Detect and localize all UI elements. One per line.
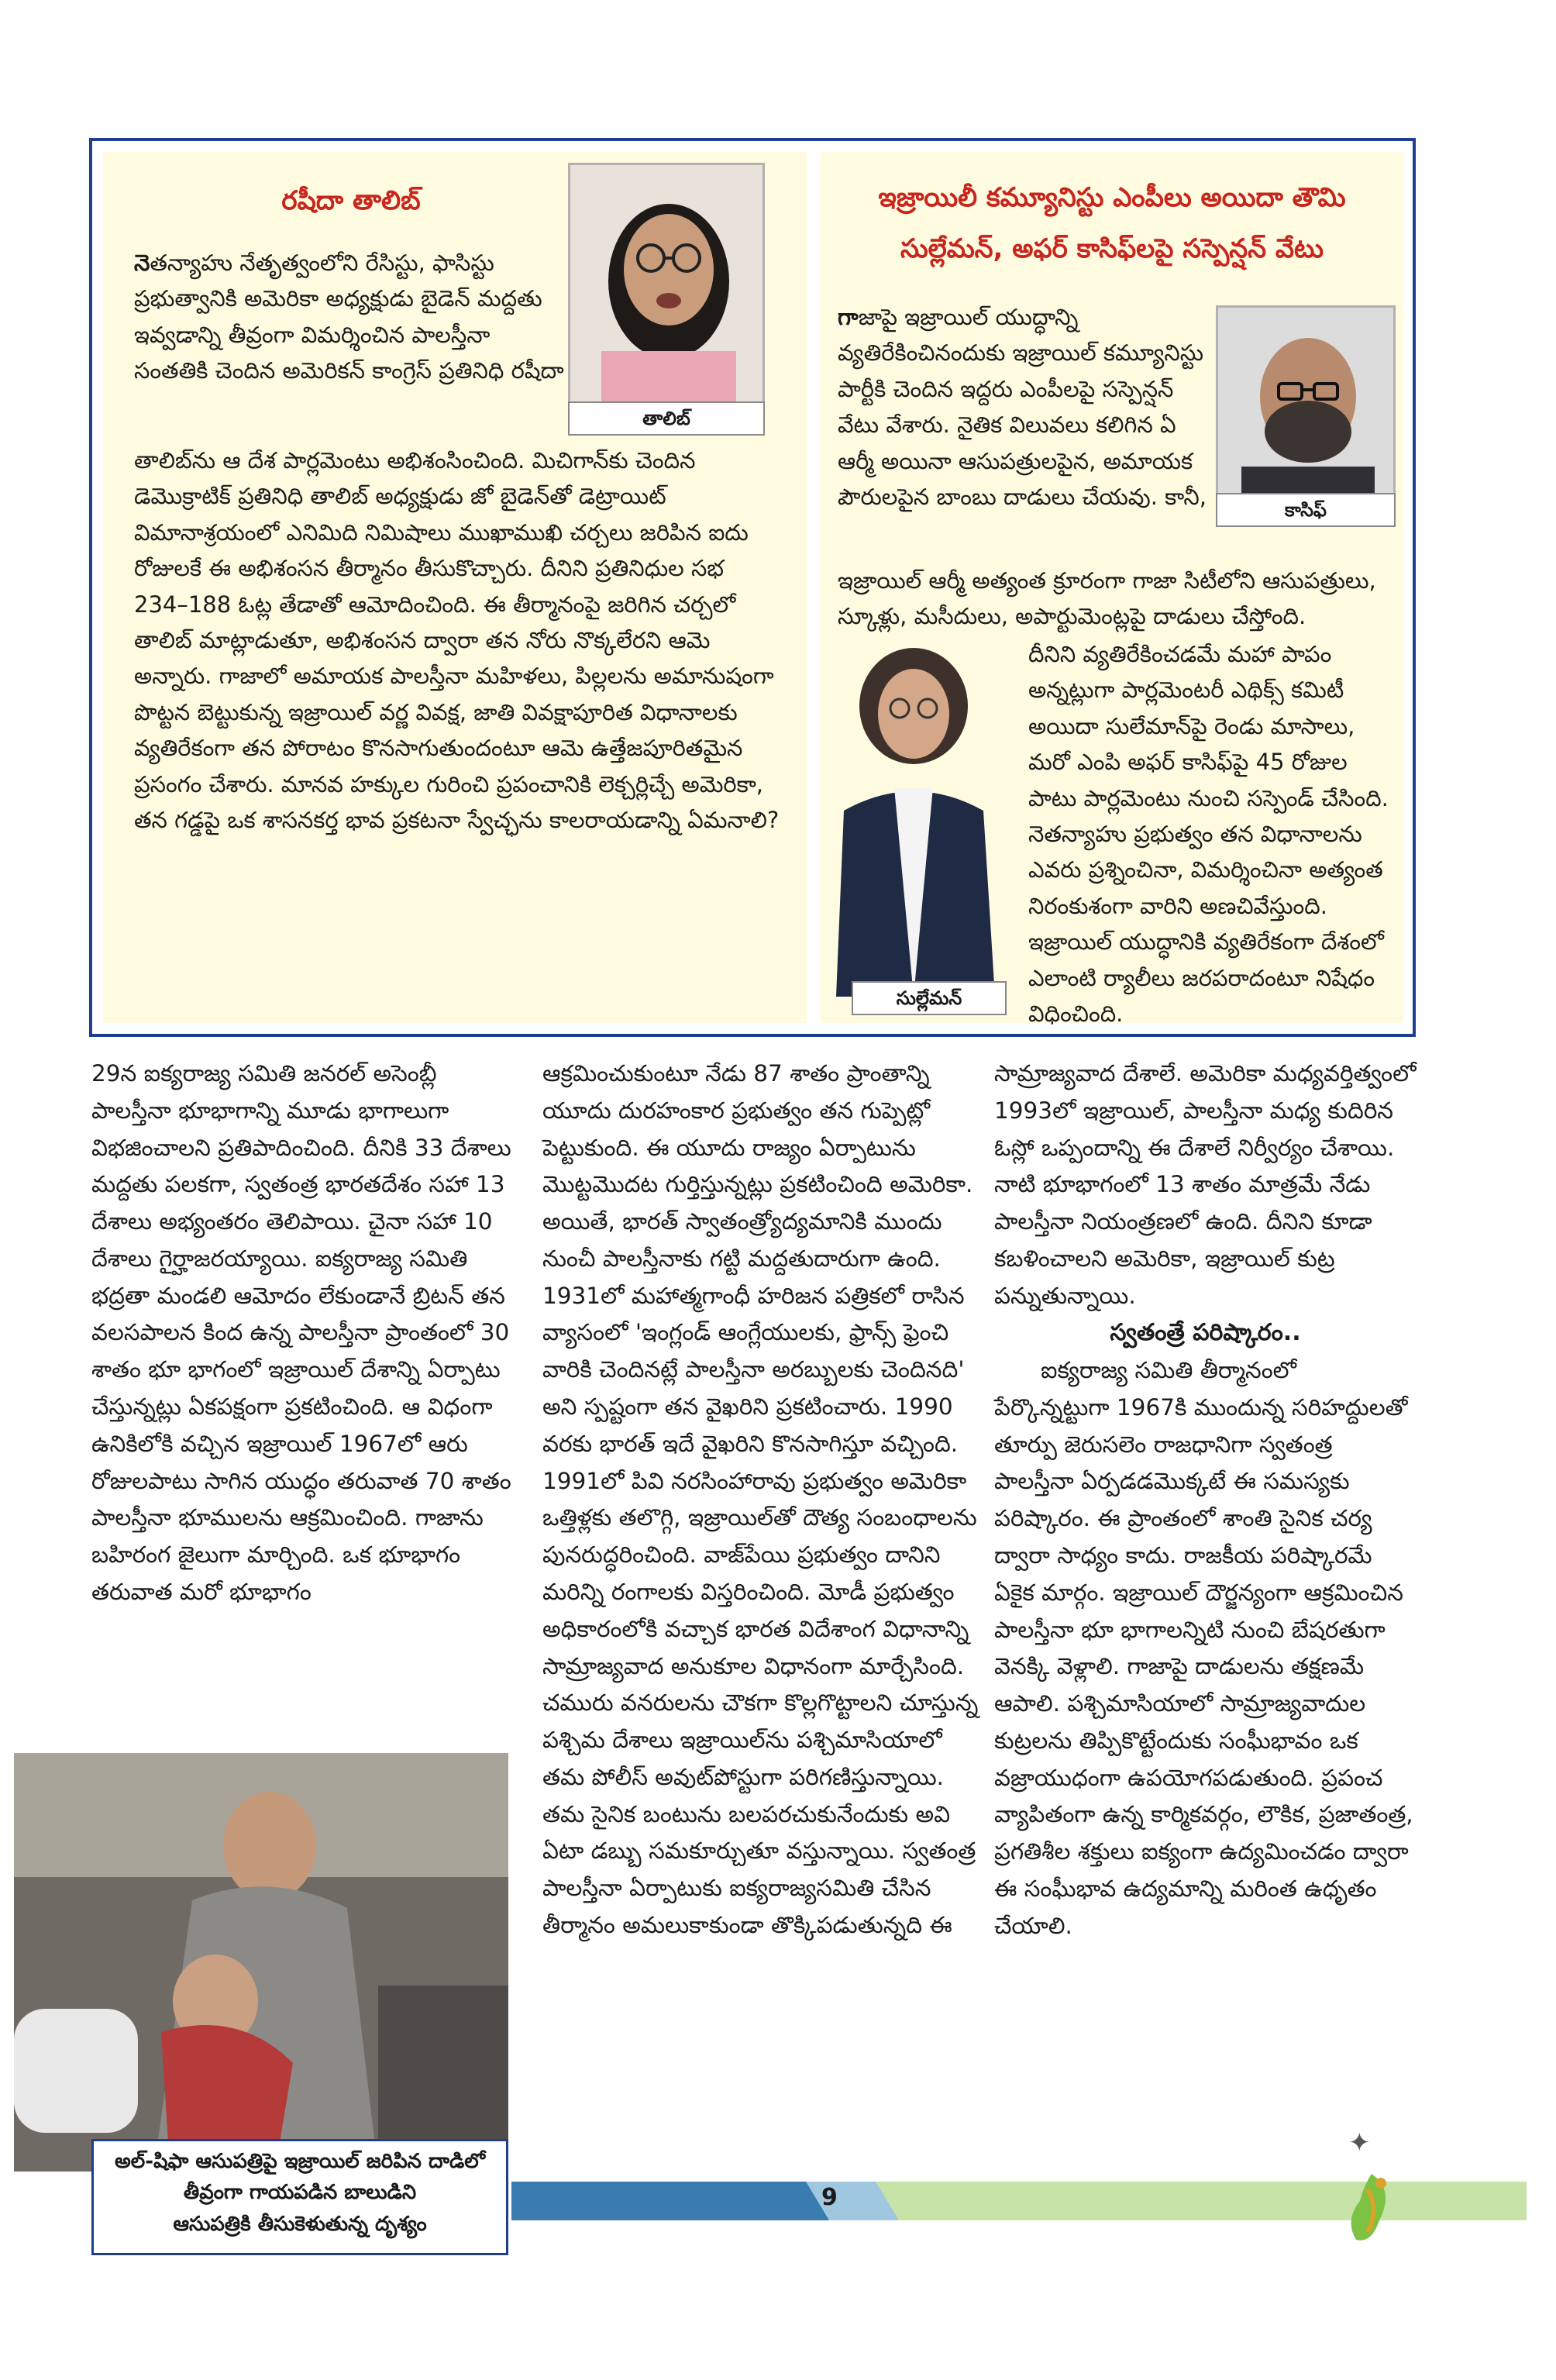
photo-illustration xyxy=(14,1753,508,2172)
right-panel xyxy=(821,152,1403,1027)
left-intro-text: తన్యాహు నేతృత్వంలోని రేసిస్టు, ఫాసిస్టు ప్రభుత్వానికి అమెరికా అధ్యక్షుడు బైడెన్ మద్దతు ఇవ్వడాన్ని తీవ్రంగా విమర్శించిన పాలస్తీనా సంతతికి చెందిన అమెరికన్ కాంగ్రెస్ ప్రతినిధి రషీదా xyxy=(134,250,564,384)
column-3 xyxy=(994,1056,1417,1945)
portrait-illustration xyxy=(1218,308,1396,499)
caption-line-3: ఆసుపత్రికి తీసుకెళుతున్న దృశ్యం xyxy=(173,2212,427,2236)
right-bottom-paragraph: దీనిని వ్యతిరేకించడమే మహా పాపం అన్నట్లుగా పార్లమెంటరీ ఎథిక్స్ కమిటీ అయిదా సులేమాన్‌పై రెండు మాసాలు, మరో ఎంపి అఫర్ కాసిఫ్‌పై 45 రోజుల పాటు పార్లమెంటు నుంచి సస్పెండ్ చేసింది. నెతన్యాహు ప్రభుత్వం తన విధానాలను ఎవరు ప్రశ్నించినా, విమర్శించినా అత్యంత నిరంకుశంగా వారిని అణచివేస్తుంది. ఇజ్రాయిల్ యుద్ధానికి వ్యతిరేకంగా దేశంలో ఎలాంటి ర్యాలీలు జరపరాదంటూ నిషేధం విధించింది. xyxy=(1028,641,1389,1027)
right-panel-title-line1: ఇజ్రాయిలీ కమ్యూనిస్టు ఎంపీలు అయిదా తౌమి xyxy=(878,182,1346,213)
right-intro-paragraph xyxy=(838,299,1210,515)
column-3-text-a: సామ్రాజ్యవాద దేశాలే. అమెరికా మధ్యవర్తిత్వంలో 1993లో ఇజ్రాయిల్, పాలస్తీనా మధ్య కుదిరిన ఓస్లో ఒప్పందాన్ని ఈ దేశాలే నిర్వీర్యం చేశాయి. నాటి భూభాగంలో 13 శాతం మాత్రమే నేడు పాలస్తీనా నియంత్రణలో ఉంది. దీనిని కూడా కబళించాలని అమెరికా, ఇజ్రాయిల్ కుట్ర పన్నుతున్నాయి. xyxy=(994,1060,1417,1309)
right-intro-dropcap: గా xyxy=(838,304,859,330)
right-panel-title-line2: సుల్లేమన్, అఫర్ కాసిఫ్‌లపై సస్పెన్షన్ వేటు xyxy=(900,233,1324,264)
right-mid-paragraph: ఇజ్రాయిల్ ఆర్మీ అత్యంత క్రూరంగా గాజా సిటీలోని ఆసుపత్రులు, స్కూళ్లు, మసీదులు, అపార్టుమెంట్లపై దాడులు చేస్తోంది. xyxy=(838,567,1376,630)
column-3-text-b: ఐక్యరాజ్య సమితి తీర్మానంలో పేర్కొన్నట్టుగా 1967కి ముందున్న సరిహద్దులతో తూర్పు జెరుసలెం రాజధానిగా స్వతంత్ర పాలస్తీనా ఏర్పడడమొక్కటే ఈ సమస్యకు పరిష్కారం. ఈ ప్రాంతంలో శాంతి సైనిక చర్య ద్వారా సాధ్యం కాదు. రాజకీయ పరిష్కారమే ఏకైక మార్గం. ఇజ్రాయిల్ దౌర్జన్యంగా ఆక్రమించిన పాలస్తీనా భూ భాగాలన్నిటి నుంచి బేషరతుగా వెనక్కి వెళ్లాలి. గాజాపై దాడులను తక్షణమే ఆపాలి. పశ్చిమాసియాలో సామ్రాజ్యవాదుల కుట్రలను తిప్పికొట్టేందుకు సంఘీభావం ఒక వజ్రాయుధంగా ఉపయోగపడుతుంది. ప్రపంచ వ్యాపితంగా ఉన్న కార్మికవర్గం, లౌకిక, ప్రజాతంత్ర, ప్రగతిశీల శక్తులు ఐక్యంగా ఉద్యమించడం ద్వారా ఈ సంఘీభావ ఉద్యమాన్ని మరింత ఉధృతం చేయాలి. xyxy=(994,1357,1413,1939)
feature-box xyxy=(89,138,1416,1037)
column-1-text: 29న ఐక్యరాజ్య సమితి జనరల్ అసెంబ్లీ పాలస్తీనా భూభాగాన్ని మూడు భాగాలుగా విభజించాలని ప్రతిపాదించింది. దీనికి 33 దేశాలు మద్దతు పలకగా, స్వతంత్ర భారతదేశం సహా 13 దేశాలు అభ్యంతరం తెలిపాయి. చైనా సహా 10 దేశాలు గైర్హాజరయ్యాయి. ఐక్యరాజ్య సమితి భద్రతా మండలి ఆమోదం లేకుండానే బ్రిటన్ తన వలసపాలన కింద ఉన్న పాలస్తీనా ప్రాంతంలో 30 శాతం భూ భాగంలో ఇజ్రాయిల్ దేశాన్ని ఏర్పాటు చేస్తున్నట్లు ఏకపక్షంగా ప్రకటించింది. ఆ విధంగా ఉనికిలోకి వచ్చిన ఇజ్రాయిల్ 1967లో ఆరు రోజులపాటు సాగిన యుద్ధం తరువాత 70 శాతం పాలస్తీనా భూములను ఆక్రమించింది. గాజాను బహిరంగ జైలుగా మార్చింది. ఒక భూభాగం తరువాత మరో భూభాగం xyxy=(91,1060,511,1605)
magazine-logo-icon xyxy=(1333,2166,1410,2251)
end-star-icon: ✦ xyxy=(1348,2127,1371,2158)
left-panel xyxy=(103,152,807,1023)
portrait-illustration xyxy=(821,632,1007,997)
caption-line-2: తీవ్రంగా గాయపడిన బాలుడిని xyxy=(183,2181,417,2205)
al-shifa-photo xyxy=(14,1753,508,2172)
portrait-illustration xyxy=(570,165,765,411)
suleman-photo-caption: సుల్లేమన్ xyxy=(852,981,1007,1015)
talib-photo-caption: తాలిబ్ xyxy=(568,401,765,436)
caption-line-1: అల్-షిఫా ఆసుపత్రిపై ఇజ్రాయిల్ జరిపిన దాడిలో xyxy=(114,2150,486,2173)
left-panel-title: రషీదా తాలిబ్ xyxy=(281,185,421,216)
kasif-photo-caption: కాసిఫ్ xyxy=(1216,493,1396,527)
column-3-subhead: స్వతంత్రే పరిష్కారం.. xyxy=(1110,1319,1301,1347)
al-shifa-photo-caption xyxy=(91,2139,508,2255)
page-number: 9 xyxy=(821,2184,838,2211)
left-body-paragraph: తాలిబ్‌ను ఆ దేశ పార్లమెంటు అభిశంసించింది. మిచిగాన్‌కు చెందిన డెమొక్రాటిక్ ప్రతినిధి తాలిబ్ అధ్యక్షుడు జో బైడెన్‌తో డెట్రాయిట్ విమానాశ్రయంలో ఎనిమిది నిమిషాలు ముఖాముఖి చర్చలు జరిపిన ఐదు రోజులకే ఈ అభిశంసన తీర్మానం తీసుకొచ్చారు. దీనిని ప్రతినిధుల సభ 234–188 ఓట్ల తేడాతో ఆమోదించింది. ఈ తీర్మానంపై జరిగిన చర్చలో తాలిబ్ మాట్లాడుతూ, అభిశంసన ద్వారా తన నోరు నొక్కలేరని ఆమె అన్నారు. గాజాలో అమాయక పాలస్తీనా మహిళలు, పిల్లలను అమానుషంగా పొట్టన బెట్టుకున్న ఇజ్రాయిల్ వర్ణ వివక్ష, జాతి వివక్షాపూరిత విధానాలకు వ్యతిరేకంగా తన పోరాటం కొనసాగుతుందంటూ ఆమె ఉత్తేజపూరితమైన ప్రసంగం చేశారు. మానవ హక్కుల గురించి ప్రపంచానికి లెక్చర్లిచ్చే అమెరికా, తన గడ్డపై ఒక శాసనకర్త భావ ప్రకటనా స్వేచ్ఛను కాలరాయడాన్ని ఏమనాలి? xyxy=(134,447,780,833)
left-intro-paragraph xyxy=(134,245,564,389)
left-intro-dropcap: నె xyxy=(134,250,150,276)
column-2-text: ఆక్రమించుకుంటూ నేడు 87 శాతం ప్రాంతాన్ని యూదు దురహంకార ప్రభుత్వం తన గుప్పెట్లో పెట్టుకుంది. ఈ యూదు రాజ్యం ఏర్పాటును మొట్టమొదట గుర్తిస్తున్నట్లు ప్రకటించింది అమెరికా. అయితే, భారత్ స్వాతంత్ర్యోద్యమానికి ముందు నుంచీ పాలస్తీనాకు గట్టి మద్దతుదారుగా ఉంది. 1931లో మహాత్మగాంధీ హరిజన పత్రికలో రాసిన వ్యాసంలో 'ఇంగ్లండ్ ఆంగ్లేయులకు, ఫ్రాన్స్ ఫ్రెంచి వారికి చెందినట్లే పాలస్తీనా అరబ్బులకు చెందినది' అని స్పష్టంగా తన వైఖరిని ప్రకటించారు. 1990 వరకు భారత్ ఇదే వైఖరిని కొనసాగిస్తూ వచ్చింది. 1991లో పివి నరసింహారావు ప్రభుత్వం అమెరికా ఒత్తిళ్లకు తలొగ్గి, ఇజ్రాయిల్‌తో దౌత్య సంబంధాలను పునరుద్ధరించింది. వాజ్‌పేయి ప్రభుత్వం దానిని మరిన్ని రంగాలకు విస్తరించింది. మోడీ ప్రభుత్వం అధికారంలోకి వచ్చాక భారత విదేశాంగ విధానాన్ని సామ్రాజ్యవాద అనుకూల విధానంగా మార్చేసింది. చమురు వనరులను చౌకగా కొల్లగొట్టాలని చూస్తున్న పశ్చిమ దేశాలు ఇజ్రాయిల్‌ను పశ్చిమాసియాలో తమ పోలీస్ అవుట్‌పోస్టుగా పరిగణిస్తున్నాయి. తమ సైనిక బంటును బలపరచుకునేందుకు అవి ఏటా డబ్బు సమకూర్చుతూ వస్తున్నాయి. స్వతంత్ర పాలస్తీనా ఏర్పాటుకు ఐక్యరాజ్యసమితి చేసిన తీర్మానం అమలుకాకుండా తొక్కిపడుతున్నది ఈ xyxy=(542,1060,979,1938)
suleman-photo xyxy=(821,632,1007,997)
talib-photo xyxy=(568,163,765,411)
right-intro-text: జాపై ఇజ్రాయిల్ యుద్ధాన్ని వ్యతిరేకించినందుకు ఇజ్రాయిల్ కమ్యూనిస్టు పార్టీకి చెందిన ఇద్దరు ఎంపీలపై సస్పెన్షన్ వేటు వేశారు. నైతిక విలువలు కలిగిన ఏ ఆర్మీ అయినా ఆసుపత్రులపైన, అమాయక పౌరులపైన బాంబు దాడులు చేయవు. కానీ, xyxy=(838,304,1207,510)
kasif-photo xyxy=(1216,305,1396,499)
